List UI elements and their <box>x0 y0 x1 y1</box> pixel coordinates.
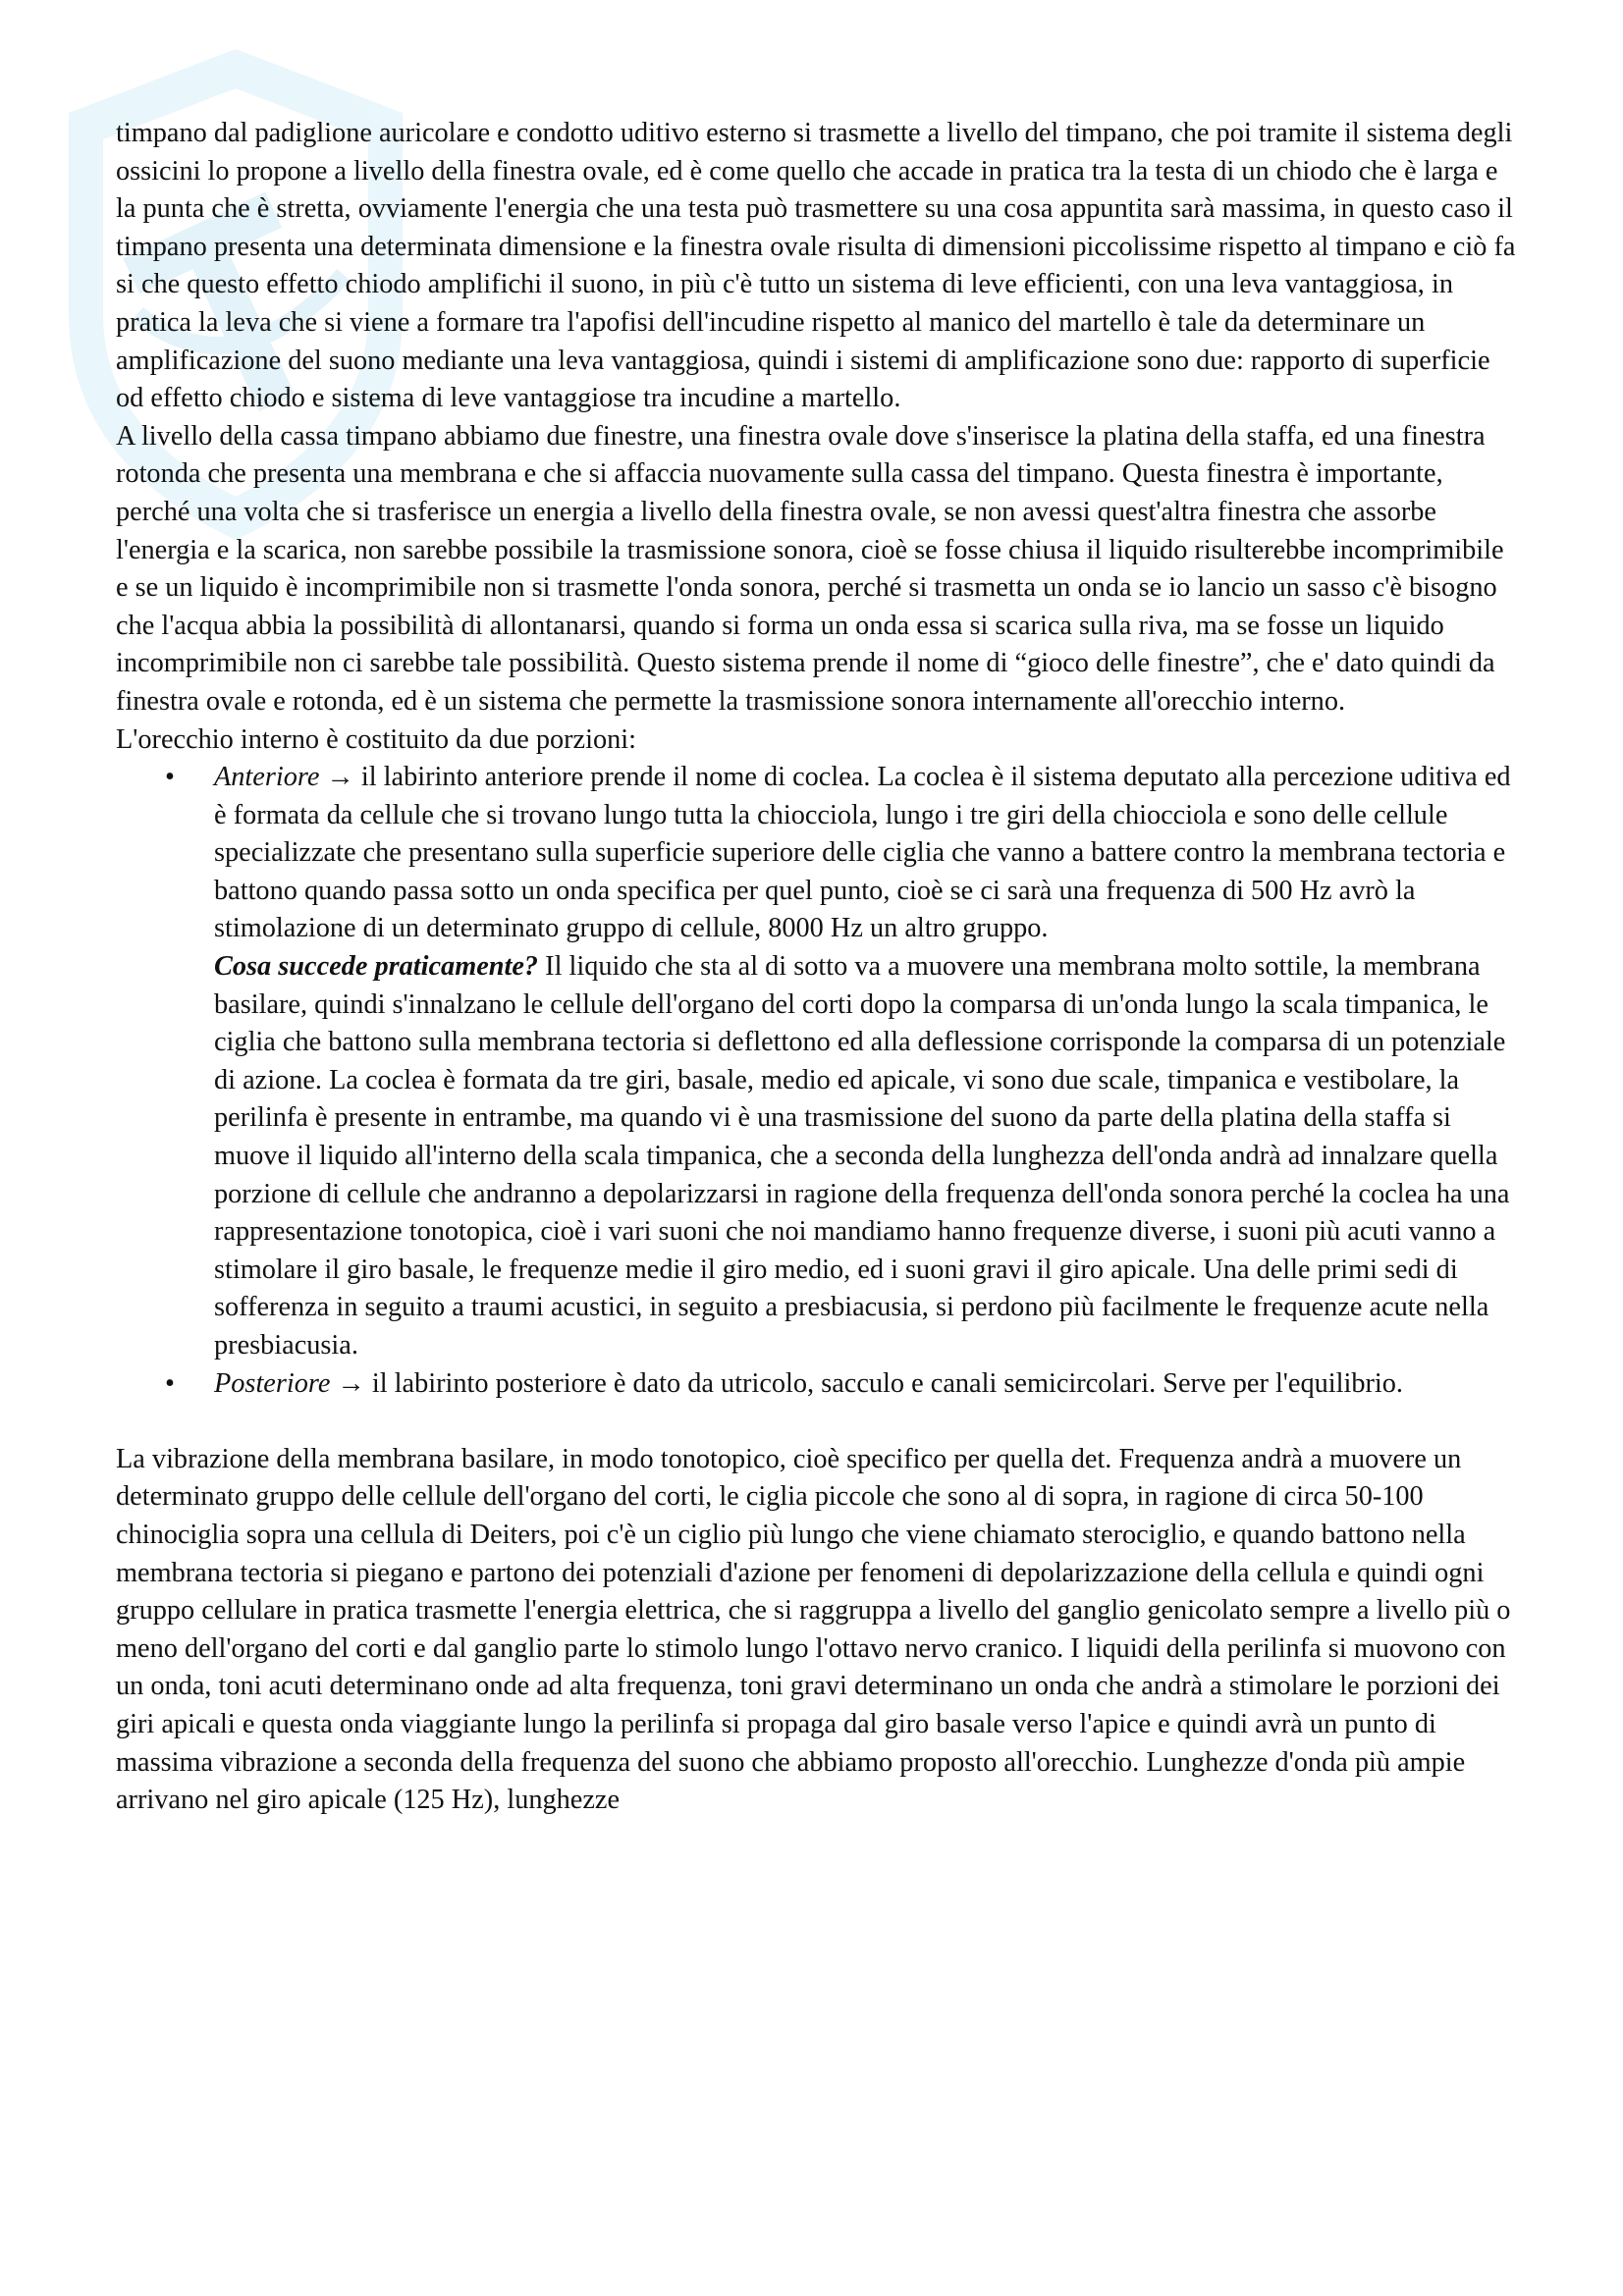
paragraph-timpano: timpano dal padiglione auricolare e condotto uditivo esterno si trasmette a livello del timpano, che poi tramite il sistema degli ossicini lo propone a livello della finestra ovale, ed è come quello che accade in pratica tra la testa di un chiodo che è larga e la punta che è stretta, ovviamente l'energia che una testa può trasmettere su una cosa appuntita sarà massima, in questo caso il timpano presenta una determinata dimensione e la finestra ovale risulta di dimensioni piccolissime rispetto al timpano e ciò fa si che questo effetto chiodo amplifichi il suono, in più c'è tutto un sistema di leve efficienti, con una leva vantaggiosa, in pratica la leva che si viene a formare tra l'apofisi dell'incudine rispetto al manico del martello è tale da determinare un amplificazione del suono mediante una leva vantaggiosa, quindi i sistemi di amplificazione sono due: rapporto di superficie od effetto chiodo e sistema di leve vantaggiose tra incudine a martello. <box>116 118 1516 414</box>
list-item-anteriore <box>116 759 1520 1365</box>
paragraph-vibrazione: La vibrazione della membrana basilare, in modo tonotopico, cioè specifico per quella det. Frequenza andrà a muovere un determinato gruppo delle cellule dell'organo del corti, le ciglia piccole che sono al di sopra, in ragione di circa 50-100 chinociglia sopra una cellula di Deiters, poi c'è un ciglio più lungo che viene chiamato sterociglio, e quando battono nella membrana tectoria si piegano e partono dei potenziali d'azione per fenomeni di depolarizzazione della cellula e quindi ogni gruppo cellulare in pratica trasmette l'energia elettrica, che si raggruppa a livello del ganglio genicolato sempre a livello più o meno dell'organo del corti e dal ganglio parte lo stimolo lungo l'ottavo nervo cranico. I liquidi della perilinfa si muovono con un onda, toni acuti determinano onde ad alta frequenza, toni gravi determinano un onda che andrà a stimolare le porzioni dei giri apicali e questa onda viaggiante lungo la perilinfa si propaga dal giro basale verso l'apice e quindi avrà un punto di massima vibrazione a seconda della frequenza del suono che abbiamo proposto all'orecchio. Lunghezze d'onda più ampie arrivano nel giro apicale (125 Hz), lunghezze <box>116 1443 1511 1816</box>
porzioni-list <box>116 759 1520 1403</box>
blank-line <box>116 1403 1520 1441</box>
text-posteriore: → il labirinto posteriore è dato da utricolo, sacculo e canali semicircolari. Serve per l'equilibrio. <box>330 1367 1404 1399</box>
question-cosa-succede: Cosa succede praticamente? <box>214 951 539 983</box>
answer-cosa-succede: Il liquido che sta al di sotto va a muovere una membrana molto sottile, la membrana basilare, quindi s'innalzano le cellule dell'organo del corti dopo la comparsa di un'onda lungo la scala timpanica, le ciglia che battono sulla membrana tectoria si deflettono ed alla deflessione corrisponde la comparsa di un potenziale di azione. La coclea è formata da tre giri, basale, medio ed apicale, vi sono due scale, timpanica e vestibolare, la perilinfa è presente in entrambe, ma quando vi è una trasmissione del suono da parte della platina della staffa si muove il liquido all'interno della scala timpanica, che a seconda della lunghezza dell'onda andrà ad innalzare quella porzione di cellule che andranno a depolarizzarsi in ragione della frequenza dell'onda sonora perché la coclea ha una rappresentazione tonotopica, cioè i vari suoni che noi mandiamo hanno frequenze diverse, i suoni più acuti vanno a stimolare il giro basale, le frequenze medie il giro medio, ed i suoni gravi il giro apicale. Una delle primi sedi di sofferenza in seguito a traumi acustici, in seguito a presbiacusia, si perdono più facilmente le frequenze acute nella presbiacusia. <box>214 951 1510 1361</box>
bullet-icon: • <box>165 1367 175 1399</box>
document-page <box>116 115 1520 1820</box>
paragraph-orecchio-interno: L'orecchio interno è costituito da due porzioni: <box>116 723 637 755</box>
text-anteriore: → il labirinto anteriore prende il nome di coclea. La coclea è il sistema deputato alla percezione uditiva ed è formata da cellule che si trovano lungo tutta la chiocciola, lungo i tre giri della chiocciola e sono delle cellule specializzate che presentano sulla superficie superiore delle ciglia che vanno a battere contro la membrana tectoria e battono quando passa sotto un onda specifica per quel punto, cioè se ci sarà una frequenza di 500 Hz avrò la stimolazione di un determinato gruppo di cellule, 8000 Hz un altro gruppo. <box>214 762 1511 944</box>
term-anteriore: Anteriore <box>214 762 320 793</box>
paragraph-finestre: A livello della cassa timpano abbiamo due finestre, una finestra ovale dove s'inserisce la platina della staffa, ed una finestra rotonda che presenta una membrana e che si affaccia nuovamente sulla cassa del timpano. Questa finestra è importante, perché una volta che si trasferisce un energia a livello della finestra ovale, se non avessi quest'altra finestra che assorbe l'energia e la scarica, non sarebbe possibile la trasmissione sonora, cioè se fosse chiusa il liquido risulterebbe incomprimibile e se un liquido è incomprimibile non si trasmette l'onda sonora, perché si trasmetta un onda se io lancio un sasso c'è bisogno che l'acqua abbia la possibilità di allontanarsi, quando si forma un onda essa si scarica sulla riva, ma se fosse un liquido incomprimibile non ci sarebbe tale possibilità. Questo sistema prende il nome di “gioco delle finestre”, che e' dato quindi da finestra ovale e rotonda, ed è un sistema che permette la trasmissione sonora internamente all'orecchio interno. <box>116 420 1504 717</box>
list-item-posteriore <box>116 1365 1520 1404</box>
term-posteriore: Posteriore <box>214 1367 331 1399</box>
bullet-icon: • <box>165 762 175 793</box>
